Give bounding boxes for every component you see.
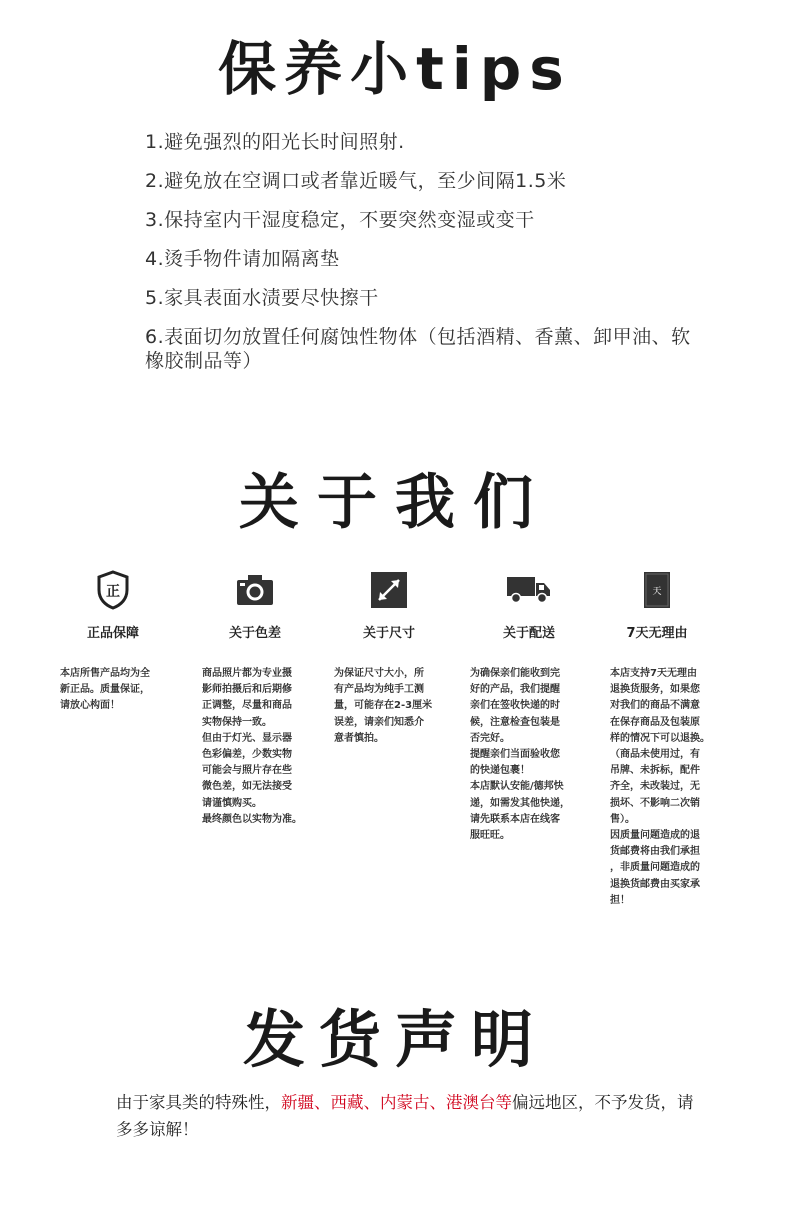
- feature-description: 本店支持7天无理由 退换货服务，如果您 对我们的商品不满意 在保存商品及包装原 样的情况下可以退换。 （商品未使用过，有 吊牌、未拆标，配件 齐全，未改装过，无 损坏、不影响二次销 售）。 因质量问题造成的退 货邮费将由我们承担 ，非质量问题造成的 退换货邮费由买家承 担！: [610, 668, 710, 906]
- svg-text:天: 天: [652, 587, 662, 597]
- shipping-text-after: 偏远地区，不予发货，请多多谅解！: [116, 1093, 694, 1139]
- feature-color: [190, 568, 320, 825]
- feature-size: [324, 568, 454, 744]
- svg-text:正: 正: [106, 584, 120, 600]
- care-tips-list: [145, 130, 705, 388]
- shipping-title: 发货声明: [242, 1003, 547, 1076]
- feature-delivery: [464, 568, 594, 842]
- shipping-text-before: 由于家具类的特殊性，: [116, 1093, 281, 1112]
- feature-label: 关于尺寸: [362, 626, 415, 641]
- feature-label: 关于配送: [502, 626, 555, 641]
- feature-label: 关于色差: [228, 626, 281, 641]
- tip-item: 3.保持室内干湿度稳定，不要突然变湿或变干: [145, 209, 535, 231]
- feature-return: [592, 568, 722, 906]
- tip-item: 4.烫手物件请加隔离垫: [145, 248, 340, 270]
- about-title: 关于我们: [239, 468, 551, 538]
- shipping-remote-regions: 新疆、西藏、内蒙古、港澳台等: [281, 1093, 512, 1112]
- book-tian-icon: [592, 568, 722, 612]
- feature-description: 为保证尺寸大小，所 有产品均为纯手工测 量，可能存在2-3厘米 误差，请亲们知悉介 意者慎拍。: [334, 668, 433, 744]
- feature-description: 商品照片都为专业摄 影师拍摄后和后期修 正调整，尽量和商品 实物保持一致。 但由于灯光、显示器 色彩偏差，少数实物 可能会与照片存在些 微色差，如无法接受 请谨慎购买。 最终颜色以实物为准。: [202, 668, 302, 825]
- tips-title: 保养小tips: [218, 35, 572, 103]
- feature-label: 7天无理由: [626, 626, 688, 641]
- feature-description: 本店所售产品均为全 新正品。质量保证， 请放心构面！: [60, 668, 150, 712]
- tip-item: 5.家具表面水渍要尽快擦干: [145, 287, 379, 309]
- feature-label: 正品保障: [86, 626, 139, 641]
- camera-icon: [190, 568, 320, 612]
- tip-item: 1.避免强烈的阳光长时间照射.: [145, 131, 405, 153]
- shield-zheng-icon: [48, 568, 178, 612]
- tip-item: 2.避免放在空调口或者靠近暖气，至少间隔1.5米: [145, 170, 567, 192]
- feature-description: 为确保亲们能收到完 好的产品，我们提醒 亲们在签收快递的时 候，注意检查包装是 否完好。 提醒亲们当面验收您 的快递包裹！ 本店默认安能/德邦快 递，如需发其他快递， 请先联系本店在线客 服旺旺。: [470, 668, 570, 842]
- truck-icon: [464, 568, 594, 612]
- shipping-statement: [116, 1089, 696, 1143]
- tip-item: 6.表面切勿放置任何腐蚀性物体（包括酒精、香薰、卸甲油、软橡胶制品等）: [145, 326, 691, 372]
- feature-authentic: [48, 568, 178, 712]
- diagonal-arrow-icon: [324, 568, 454, 612]
